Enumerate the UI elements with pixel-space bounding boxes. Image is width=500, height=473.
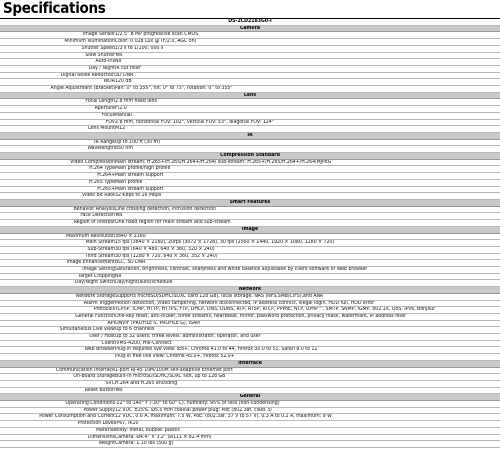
section-title: Interface — [0, 360, 500, 367]
spec-label: Day / Night — [0, 65, 115, 72]
spec-value: Yes — [115, 52, 500, 59]
section-header — [0, 153, 500, 160]
spec-label: Dimensions — [0, 434, 115, 441]
spec-value: Line crossing detection, intrusion detection — [115, 206, 500, 213]
spec-row — [0, 273, 500, 280]
spec-value: Day/night/auto/schedule — [115, 280, 500, 287]
spec-value: Motion detection, video tampering, network disconnected, IP address conflict, illegal login, HDD full, HDD error — [115, 300, 500, 307]
spec-row — [0, 112, 500, 119]
section-title: Network — [0, 287, 500, 294]
spec-value: ONVIF (PROFILE S, PROFILE G), ISAPI — [115, 320, 500, 327]
spec-row — [0, 179, 500, 186]
spec-value: 30 fps (1280 × 720, 640 × 360, 352 × 240) — [115, 253, 500, 260]
spec-label: Focus — [0, 112, 115, 119]
spec-value: 12 VDC ±25%, Ø5.5 mm coaxial power plug; PoE (802.3af, class 3) — [115, 407, 500, 414]
section-title: Lens — [0, 92, 500, 99]
spec-label: Slow Shutter — [0, 52, 115, 59]
section-header — [0, 92, 500, 99]
spec-row — [0, 45, 500, 52]
spec-label: Sub-Stream — [0, 246, 115, 253]
spec-label: SVC — [0, 380, 115, 387]
spec-value: Camera: Ø4.4" × 3.2" (Ø111 × 82.4 mm) — [115, 434, 500, 441]
spec-value: 850 nm — [115, 146, 500, 153]
spec-row — [0, 65, 500, 72]
spec-value: 1/2.5" 8 MP progressive scan CMOS — [115, 32, 500, 39]
spec-label: Region of interest — [0, 220, 115, 227]
spec-value: Up to 100 ft (30 m) — [115, 139, 500, 146]
spec-label: API — [0, 320, 115, 327]
section-title: IR — [0, 132, 500, 139]
spec-value: Plug-in required live view: IE8+, Chrome 41.0 to 44, Firefox 30.0 to 51, Safari 8.0 to 11 — [115, 347, 500, 354]
spec-label: Image Enhancement — [0, 260, 115, 267]
spec-value: Main stream support — [115, 173, 500, 180]
spec-label: Communication Interface — [0, 367, 115, 374]
spec-value: Pan: 0° to 355°, tilt: 0° to 75°, rotation: 0° to 355° — [115, 86, 500, 93]
spec-value: 30 fps (640 × 480, 640 × 360, 320 × 240) — [115, 246, 500, 253]
spec-value: Main stream support — [115, 186, 500, 193]
model-name: DS-2CD2183G0-I — [0, 19, 500, 25]
spec-label: Video Bit Rate — [0, 193, 115, 200]
spec-label: Behavior Analysis — [0, 206, 115, 213]
spec-row — [0, 327, 500, 334]
spec-value: Main profile — [115, 179, 500, 186]
spec-label: Digital Noise Reduction — [0, 72, 115, 79]
spec-value: Saturation, brightness, contrast, sharpness and white balance adjustable by client software or Web browser — [115, 267, 500, 274]
spec-value: TCP/IP, ICMP, HTTP, HTTPS, FTP, DHCP, DNS, DDNS, RTP, RTSP, RTCP, PPPoE, NTP, UPnP™, SMTP, SNMP, IGMP, 802.1X, QoS, IPv6, Bonjour — [115, 307, 500, 314]
spec-value: 3D DNR — [115, 72, 500, 79]
spec-label: Aperture — [0, 106, 115, 113]
section-header — [0, 287, 500, 294]
spec-row — [0, 32, 500, 39]
spec-row — [0, 380, 500, 387]
spec-label: Maximum Resolution — [0, 233, 115, 240]
spec-label: Reset Button — [0, 387, 115, 394]
spec-value: Body: metal, bubble: plastic — [115, 427, 500, 434]
spec-row — [0, 99, 500, 106]
spec-label: Target Cropping — [0, 273, 115, 280]
spec-row — [0, 340, 500, 347]
spec-value: 1/3 s to 1/100, 000 s — [115, 45, 500, 52]
spec-label: Wavelength — [0, 146, 115, 153]
spec-label: Web Browser — [0, 347, 115, 354]
spec-row — [0, 401, 500, 408]
spec-label: IR Range — [0, 139, 115, 146]
spec-row — [0, 313, 500, 320]
spec-value: 2.8 mm, horizontal FOV: 102°, vertical FOV: 53°, diagonal FOV: 124° — [115, 119, 500, 126]
spec-value: 120 dB — [115, 79, 500, 86]
spec-row — [0, 320, 500, 327]
spec-row — [0, 119, 500, 126]
spec-row — [0, 240, 500, 247]
spec-label: H.265+ — [0, 186, 115, 193]
spec-row — [0, 220, 500, 227]
spec-row — [0, 407, 500, 414]
section-title: Image — [0, 226, 500, 233]
spec-row — [0, 166, 500, 173]
spec-row — [0, 441, 500, 448]
spec-value: Manual — [115, 112, 500, 119]
spec-value: Supports microSD/SDHC/SDXC card 128 GB), local storage, NAS (NFS,SMB/CIFS),and ANR — [115, 293, 500, 300]
section-title: Camera — [0, 25, 500, 32]
spec-label: User / Host — [0, 334, 115, 341]
spec-label: Third Stream — [0, 253, 115, 260]
spec-label: Image Setting — [0, 267, 115, 274]
spec-value: IP67, IK10 — [115, 421, 500, 428]
spec-value: Color: 0.028 Lux @ (F/2.0, AGC on) — [115, 39, 500, 46]
spec-value: Up to 6 channels — [115, 327, 500, 334]
spec-value: M12 — [115, 126, 500, 133]
spec-row — [0, 253, 500, 260]
section-header — [0, 360, 500, 367]
spec-value: 32 Kbps to 16 Mbps — [115, 193, 500, 200]
spec-label: Protection Level — [0, 421, 115, 428]
section-header — [0, 132, 500, 139]
spec-label: Power Supply — [0, 407, 115, 414]
spec-label: Day/Night Switch — [0, 280, 115, 287]
spec-label: H.264 Type — [0, 166, 115, 173]
spec-row — [0, 334, 500, 341]
spec-label: Client — [0, 340, 115, 347]
spec-label: Minimum Illumination — [0, 39, 115, 46]
spec-row — [0, 139, 500, 146]
spec-row — [0, 233, 500, 240]
spec-row — [0, 387, 500, 394]
section-title: Compression Standard — [0, 153, 500, 160]
spec-label: Operating Conditions — [0, 401, 115, 408]
section-title: Smart Features — [0, 199, 500, 206]
spec-value: IR cut filter — [115, 65, 500, 72]
section-title: General — [0, 394, 500, 401]
spec-label: Focal Length — [0, 99, 115, 106]
section-header — [0, 199, 500, 206]
spec-value: Plug-in free live view: Chrome 45.0+, Firefox 52.0+ — [115, 354, 500, 361]
spec-row — [0, 280, 500, 287]
spec-label — [0, 354, 115, 361]
spec-row — [0, 434, 500, 441]
section-header — [0, 394, 500, 401]
spec-row — [0, 126, 500, 133]
spec-row — [0, 159, 500, 166]
spec-row — [0, 186, 500, 193]
spec-row — [0, 106, 500, 113]
spec-label: Auto-iris — [0, 59, 115, 66]
spec-row — [0, 79, 500, 86]
spec-label: Lens Mount — [0, 126, 115, 133]
spec-row — [0, 146, 500, 153]
spec-value: Main profile/high profile — [115, 166, 500, 173]
spec-value: Up to 32 users; three levels: administrator, operator, and user — [115, 334, 500, 341]
spec-row — [0, 86, 500, 93]
spec-row — [0, 414, 500, 421]
spec-row — [0, 173, 500, 180]
spec-row — [0, 206, 500, 213]
spec-value: Main stream: H.265+/H.265/H.264+/H.264/ sub-stream: H.265+/H.265/H.264+/H.264/MJPEG — [115, 159, 500, 166]
spec-table — [0, 19, 500, 448]
spec-label: Main Stream — [0, 240, 115, 247]
spec-row — [0, 59, 500, 66]
spec-row — [0, 354, 500, 361]
spec-label: H.264+ — [0, 173, 115, 180]
spec-value: No — [115, 59, 500, 66]
spec-row — [0, 300, 500, 307]
spec-label: Material — [0, 427, 115, 434]
spec-row — [0, 307, 500, 314]
spec-label: Alarm Trigger — [0, 300, 115, 307]
spec-label: Angle Adjustment (Bracket) — [0, 86, 115, 93]
spec-row — [0, 293, 500, 300]
spec-value: H.264 and H.265 encoding — [115, 380, 500, 387]
spec-value: Yes — [115, 213, 500, 220]
spec-label: Face Detection — [0, 213, 115, 220]
spec-label: Weight — [0, 441, 115, 448]
spec-value: BLC, 3D DNR — [115, 260, 500, 267]
spec-value: F/2.0 — [115, 106, 500, 113]
spec-value: No — [115, 273, 500, 280]
spec-label: Network Storage — [0, 293, 115, 300]
spec-row — [0, 347, 500, 354]
spec-value: -22° to 140° F (-30° to 60° C), humidity: 95% or less (non-condensing) — [115, 401, 500, 408]
spec-label: FOV — [0, 119, 115, 126]
page-title: Specifications — [3, 0, 106, 17]
spec-value: Built-in microSD/SDHC/SDXC slot, up to 128 GB — [115, 374, 500, 381]
spec-value: 1-port RJ-45 10M/100M self-adaptive Ethernet port — [115, 367, 500, 374]
spec-row — [0, 260, 500, 267]
spec-row — [0, 246, 500, 253]
spec-value: Camera: 1.10 lbs (500 g) — [115, 441, 500, 448]
spec-row — [0, 72, 500, 79]
spec-label: Video Compression — [0, 159, 115, 166]
spec-label: Simultaneous Live View — [0, 327, 115, 334]
spec-row — [0, 267, 500, 274]
spec-label: Shutter Speed — [0, 45, 115, 52]
spec-label: H.265 Type — [0, 179, 115, 186]
spec-row — [0, 374, 500, 381]
spec-row — [0, 367, 500, 374]
spec-value: One-key reset, anti-flicker, three streams, heartbeat, mirror, password protection, privacy mask, watermark, IP address filter — [115, 313, 500, 320]
spec-row — [0, 39, 500, 46]
spec-value: One fixed region for main stream and sub-stream — [115, 220, 500, 227]
spec-label: On-Board Storage — [0, 374, 115, 381]
spec-row — [0, 213, 500, 220]
spec-value: Yes — [115, 387, 500, 394]
spec-value: 2.8 mm fixed lens — [115, 99, 500, 106]
spec-row — [0, 427, 500, 434]
spec-row — [0, 193, 500, 200]
section-header — [0, 25, 500, 32]
spec-row — [0, 421, 500, 428]
section-header — [0, 226, 500, 233]
spec-label: WDR — [0, 79, 115, 86]
spec-row — [0, 52, 500, 59]
spec-label: General Function — [0, 313, 115, 320]
spec-value: 15 fps (3840 × 2160), 20fps (3072 × 1728), 30 fps (2560 × 1440, 1920 × 1080, 1280 × 720) — [115, 240, 500, 247]
spec-label: Protocols — [0, 307, 115, 314]
spec-value: 3840 × 2160 — [115, 233, 500, 240]
spec-label: Power Consumption and Current — [0, 414, 115, 421]
spec-value: 12 VDC, 0.6 A, maximum: 7.5 W, PoE: (802.3af, 37 V to 57 V), 0.3 A to 0.2 A, maximum: 9 W — [115, 414, 500, 421]
spec-label: Image Sensor — [0, 32, 115, 39]
spec-value: iVMS-4200, Hik-Connect — [115, 340, 500, 347]
